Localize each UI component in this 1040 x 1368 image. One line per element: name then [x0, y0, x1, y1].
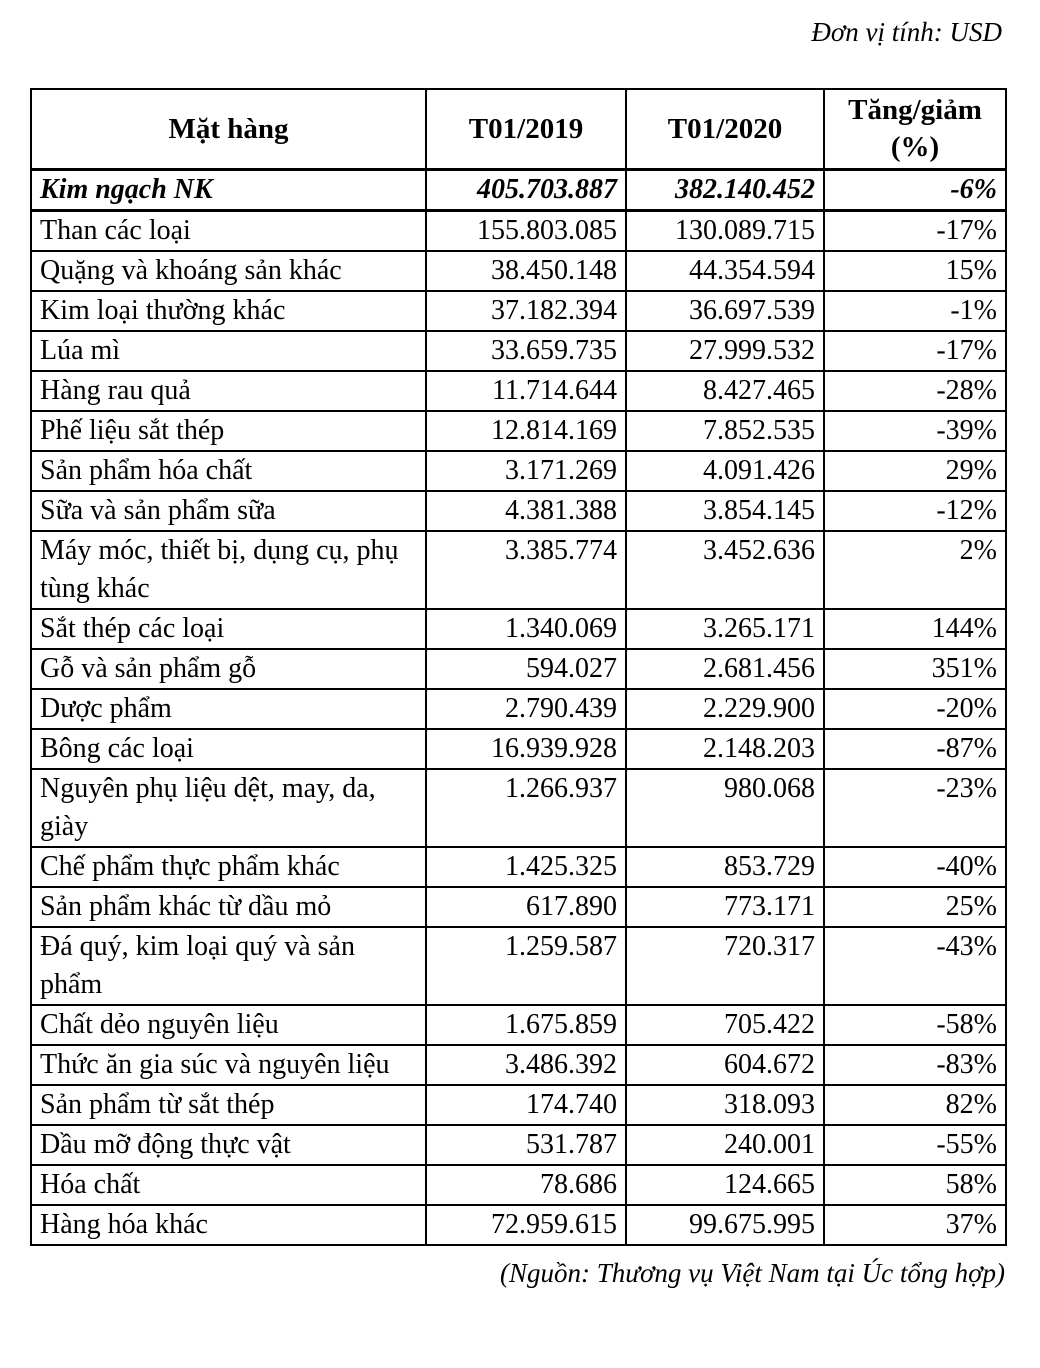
value-2019-cell: 3.171.269: [426, 451, 626, 491]
table-row: [31, 1125, 1006, 1165]
summary-row: [31, 170, 1006, 211]
change-pct-cell: -39%: [824, 411, 1006, 451]
change-pct-cell: 144%: [824, 609, 1006, 649]
table-row: [31, 531, 1006, 609]
value-2019-cell: 1.266.937: [426, 769, 626, 847]
change-pct-cell: -17%: [824, 331, 1006, 371]
value-2019-cell: 72.959.615: [426, 1205, 626, 1245]
change-pct-cell: -55%: [824, 1125, 1006, 1165]
value-2020-cell: 4.091.426: [626, 451, 824, 491]
change-pct-cell: -6%: [824, 170, 1006, 211]
change-pct-cell: 82%: [824, 1085, 1006, 1125]
item-name-cell: Kim ngạch NK: [31, 170, 426, 211]
table-row: [31, 1165, 1006, 1205]
table-row: [31, 1085, 1006, 1125]
change-pct-cell: -83%: [824, 1045, 1006, 1085]
item-name-cell: Hóa chất: [31, 1165, 426, 1205]
value-2019-cell: 4.381.388: [426, 491, 626, 531]
change-pct-cell: -28%: [824, 371, 1006, 411]
item-name-cell: Sắt thép các loại: [31, 609, 426, 649]
table-row: [31, 649, 1006, 689]
item-name-cell: Dầu mỡ động thực vật: [31, 1125, 426, 1165]
item-name-cell: Hàng hóa khác: [31, 1205, 426, 1245]
change-pct-cell: 15%: [824, 251, 1006, 291]
header-change-pct: Tăng/giảm (%): [824, 89, 1006, 170]
item-name-cell: Chế phẩm thực phẩm khác: [31, 847, 426, 887]
item-name-cell: Lúa mì: [31, 331, 426, 371]
value-2019-cell: 174.740: [426, 1085, 626, 1125]
value-2019-cell: 2.790.439: [426, 689, 626, 729]
value-2019-cell: 1.340.069: [426, 609, 626, 649]
value-2020-cell: 44.354.594: [626, 251, 824, 291]
item-name-cell: Chất dẻo nguyên liệu: [31, 1005, 426, 1045]
value-2020-cell: 318.093: [626, 1085, 824, 1125]
change-pct-cell: 37%: [824, 1205, 1006, 1245]
value-2019-cell: 3.385.774: [426, 531, 626, 609]
change-pct-cell: 29%: [824, 451, 1006, 491]
value-2020-cell: 980.068: [626, 769, 824, 847]
value-2019-cell: 405.703.887: [426, 170, 626, 211]
header-t01-2020: T01/2020: [626, 89, 824, 170]
change-pct-cell: 58%: [824, 1165, 1006, 1205]
item-name-cell: Bông các loại: [31, 729, 426, 769]
table-row: [31, 887, 1006, 927]
table-row: [31, 331, 1006, 371]
table-row: [31, 411, 1006, 451]
value-2020-cell: 240.001: [626, 1125, 824, 1165]
change-pct-cell: -1%: [824, 291, 1006, 331]
value-2019-cell: 1.675.859: [426, 1005, 626, 1045]
item-name-cell: Thức ăn gia súc và nguyên liệu: [31, 1045, 426, 1085]
value-2020-cell: 7.852.535: [626, 411, 824, 451]
value-2019-cell: 3.486.392: [426, 1045, 626, 1085]
value-2019-cell: 531.787: [426, 1125, 626, 1165]
item-name-cell: Máy móc, thiết bị, dụng cụ, phụ tùng khác: [31, 531, 426, 609]
value-2019-cell: 1.259.587: [426, 927, 626, 1005]
value-2020-cell: 705.422: [626, 1005, 824, 1045]
value-2019-cell: 38.450.148: [426, 251, 626, 291]
value-2020-cell: 604.672: [626, 1045, 824, 1085]
value-2020-cell: 8.427.465: [626, 371, 824, 411]
change-pct-cell: -58%: [824, 1005, 1006, 1045]
value-2019-cell: 33.659.735: [426, 331, 626, 371]
change-pct-cell: -43%: [824, 927, 1006, 1005]
header-t01-2019: T01/2019: [426, 89, 626, 170]
table-row: [31, 451, 1006, 491]
item-name-cell: Đá quý, kim loại quý và sản phẩm: [31, 927, 426, 1005]
value-2020-cell: 99.675.995: [626, 1205, 824, 1245]
table-row: [31, 211, 1006, 252]
header-item-name: Mặt hàng: [31, 89, 426, 170]
change-pct-cell: -20%: [824, 689, 1006, 729]
change-pct-cell: 25%: [824, 887, 1006, 927]
change-pct-cell: -12%: [824, 491, 1006, 531]
item-name-cell: Dược phẩm: [31, 689, 426, 729]
header-row: [31, 89, 1006, 170]
item-name-cell: Sản phẩm khác từ dầu mỏ: [31, 887, 426, 927]
table-row: [31, 729, 1006, 769]
value-2020-cell: 773.171: [626, 887, 824, 927]
table-body: [31, 170, 1006, 1246]
change-pct-cell: 351%: [824, 649, 1006, 689]
value-2020-cell: 382.140.452: [626, 170, 824, 211]
value-2020-cell: 27.999.532: [626, 331, 824, 371]
table-row: [31, 847, 1006, 887]
item-name-cell: Sản phẩm hóa chất: [31, 451, 426, 491]
change-pct-cell: -23%: [824, 769, 1006, 847]
item-name-cell: Gỗ và sản phẩm gỗ: [31, 649, 426, 689]
change-pct-cell: 2%: [824, 531, 1006, 609]
value-2020-cell: 3.854.145: [626, 491, 824, 531]
change-pct-cell: -17%: [824, 211, 1006, 252]
value-2019-cell: 617.890: [426, 887, 626, 927]
table-row: [31, 1005, 1006, 1045]
value-2020-cell: 130.089.715: [626, 211, 824, 252]
value-2020-cell: 2.229.900: [626, 689, 824, 729]
table-header: [31, 89, 1006, 170]
item-name-cell: Sản phẩm từ sắt thép: [31, 1085, 426, 1125]
table-row: [31, 609, 1006, 649]
table-row: [31, 491, 1006, 531]
item-name-cell: Quặng và khoáng sản khác: [31, 251, 426, 291]
value-2020-cell: 3.452.636: [626, 531, 824, 609]
value-2019-cell: 11.714.644: [426, 371, 626, 411]
value-2020-cell: 720.317: [626, 927, 824, 1005]
change-pct-cell: -87%: [824, 729, 1006, 769]
value-2019-cell: 594.027: [426, 649, 626, 689]
item-name-cell: Hàng rau quả: [31, 371, 426, 411]
import-statistics-table: [30, 88, 1007, 1246]
item-name-cell: Than các loại: [31, 211, 426, 252]
value-2019-cell: 1.425.325: [426, 847, 626, 887]
item-name-cell: Kim loại thường khác: [31, 291, 426, 331]
item-name-cell: Phế liệu sắt thép: [31, 411, 426, 451]
table-row: [31, 1205, 1006, 1245]
item-name-cell: Sữa và sản phẩm sữa: [31, 491, 426, 531]
change-pct-cell: -40%: [824, 847, 1006, 887]
item-name-cell: Nguyên phụ liệu dệt, may, da, giày: [31, 769, 426, 847]
value-2019-cell: 155.803.085: [426, 211, 626, 252]
value-2020-cell: 853.729: [626, 847, 824, 887]
table-row: [31, 689, 1006, 729]
value-2020-cell: 124.665: [626, 1165, 824, 1205]
unit-label: Đơn vị tính: USD: [811, 17, 1002, 47]
value-2020-cell: 3.265.171: [626, 609, 824, 649]
source-note: (Nguồn: Thương vụ Việt Nam tại Úc tổng hợp): [500, 1258, 1005, 1288]
table-row: [31, 291, 1006, 331]
value-2019-cell: 78.686: [426, 1165, 626, 1205]
value-2020-cell: 2.681.456: [626, 649, 824, 689]
table-row: [31, 1045, 1006, 1085]
value-2019-cell: 37.182.394: [426, 291, 626, 331]
value-2020-cell: 36.697.539: [626, 291, 824, 331]
value-2019-cell: 16.939.928: [426, 729, 626, 769]
table-row: [31, 371, 1006, 411]
table-row: [31, 927, 1006, 1005]
table-row: [31, 251, 1006, 291]
value-2019-cell: 12.814.169: [426, 411, 626, 451]
table-row: [31, 769, 1006, 847]
value-2020-cell: 2.148.203: [626, 729, 824, 769]
